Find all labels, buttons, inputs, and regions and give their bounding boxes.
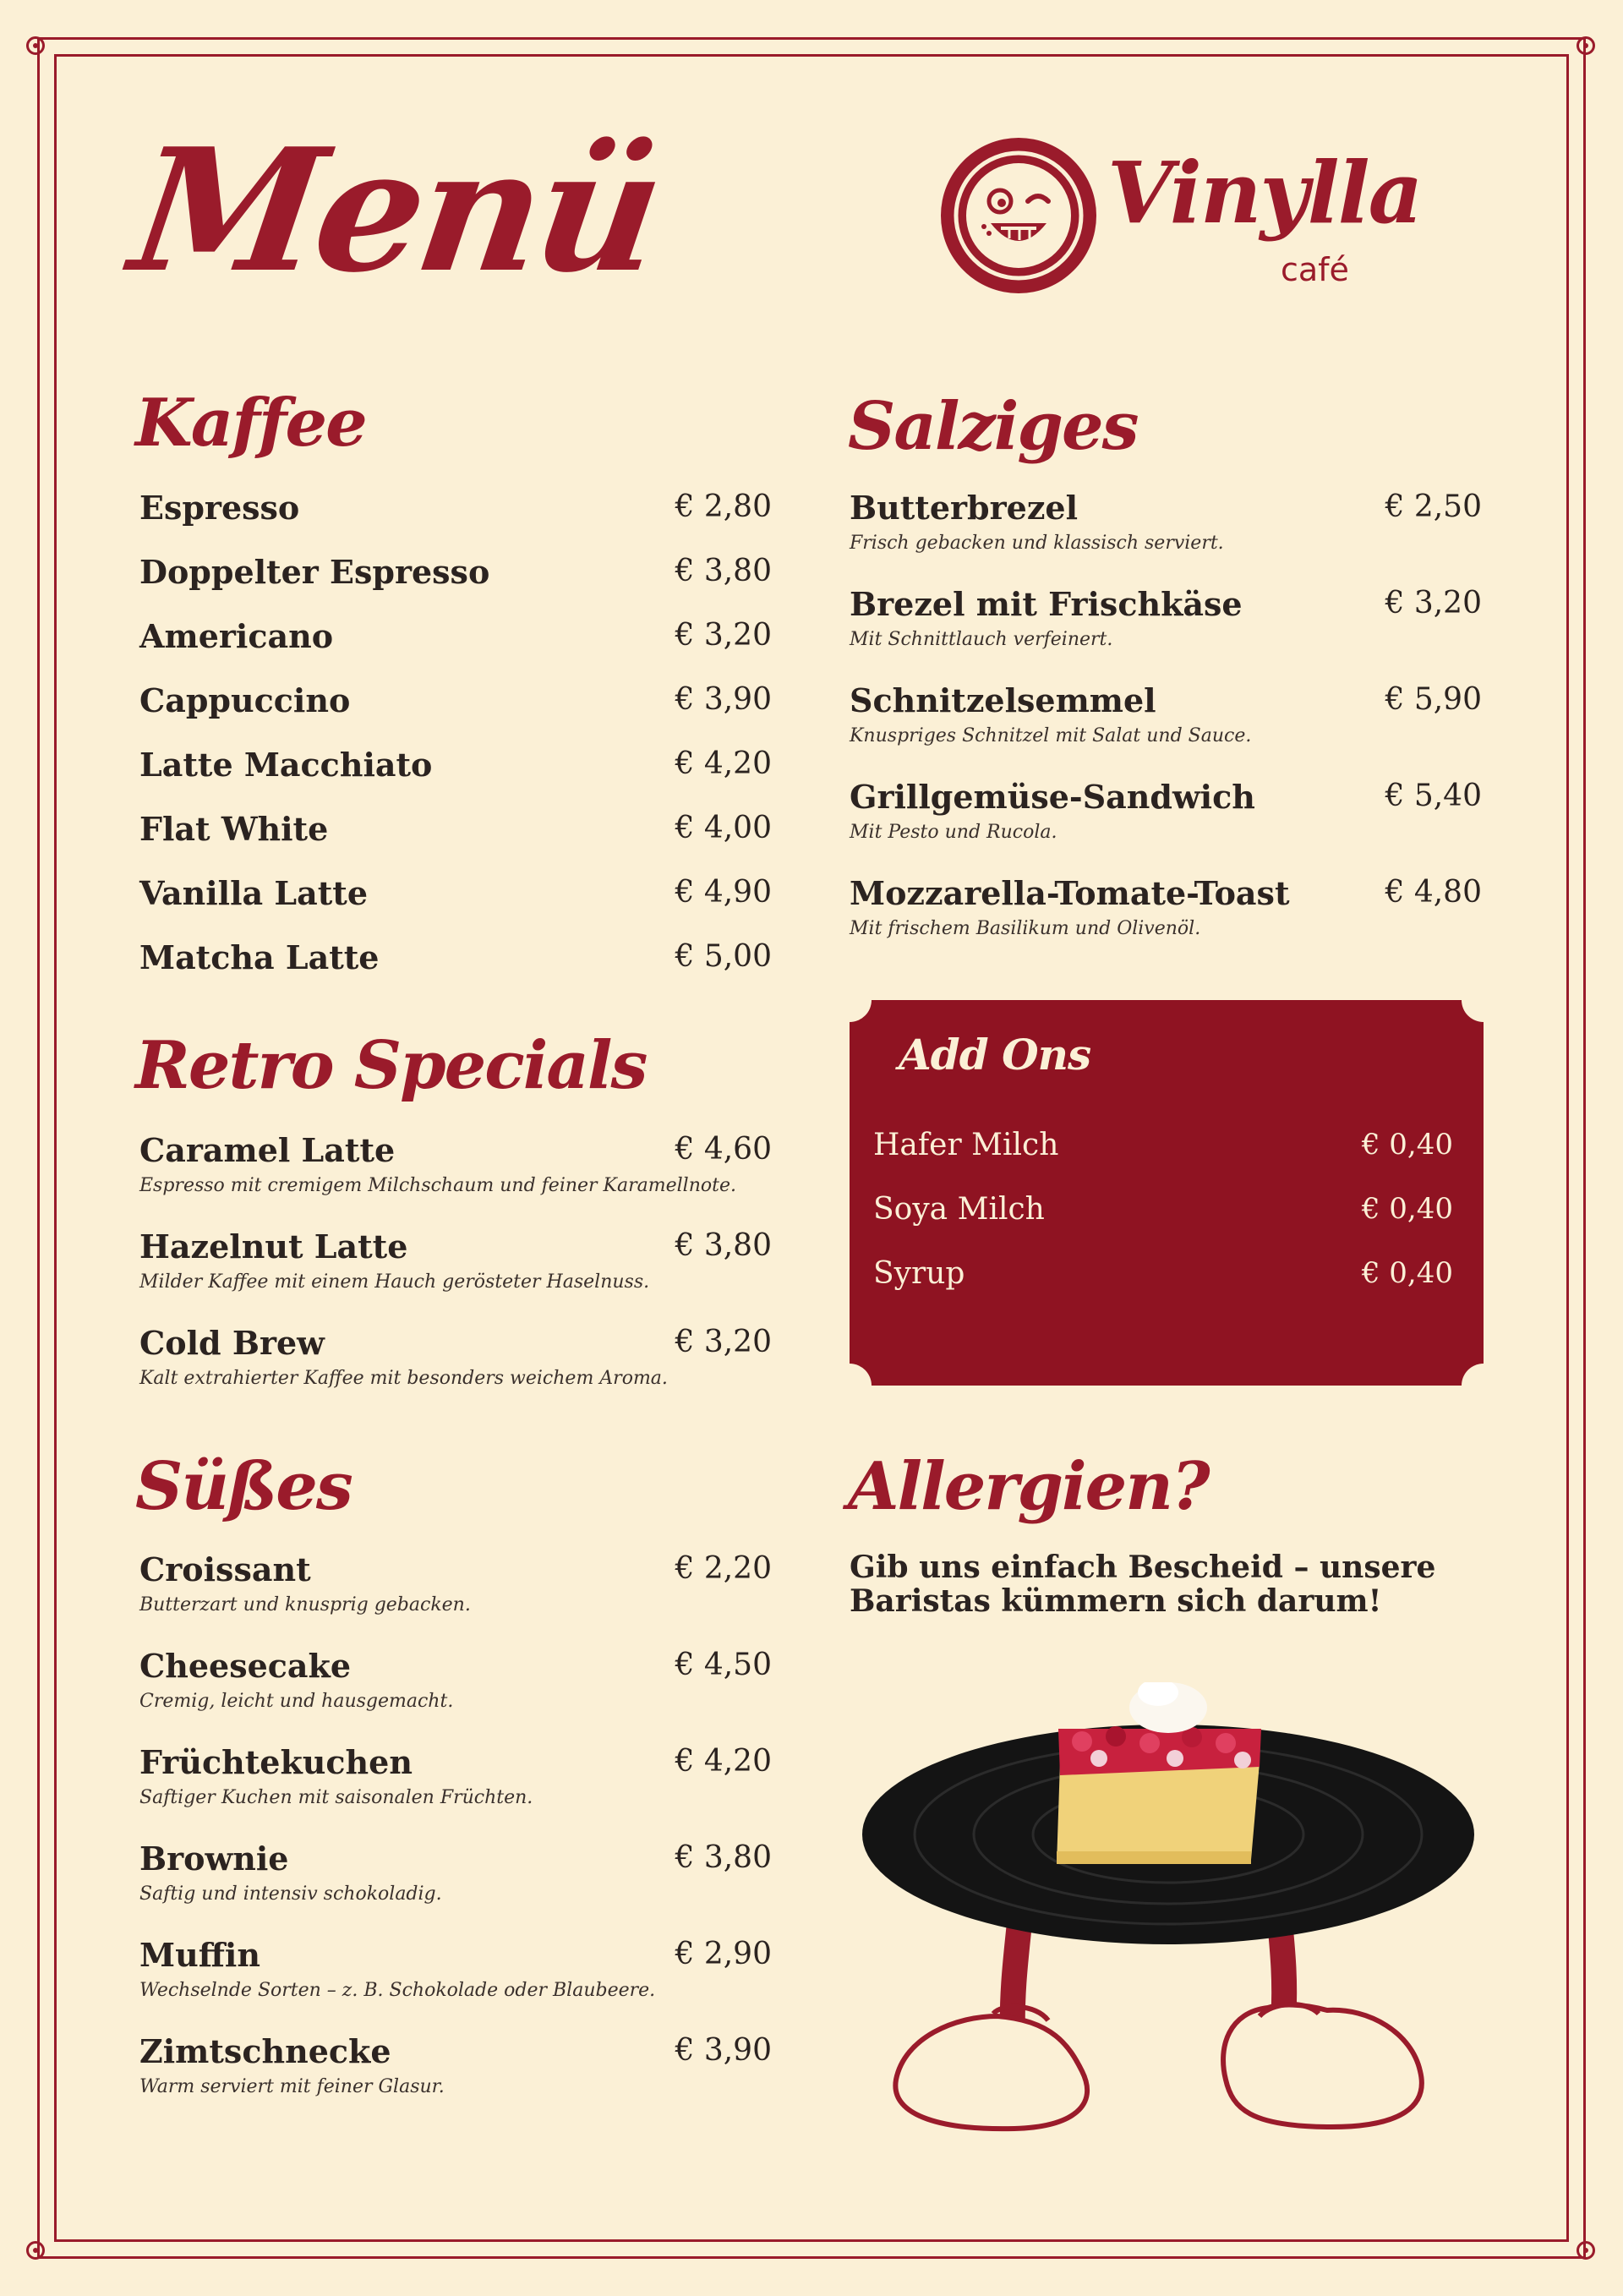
item-name: Muffin bbox=[139, 1936, 260, 1974]
menu-item bbox=[139, 1550, 772, 1650]
addon-name: Syrup bbox=[873, 1256, 965, 1291]
item-price: € 4,80 bbox=[1385, 875, 1482, 910]
item-description: Espresso mit cremigem Milchschaum und feiner Karamellnote. bbox=[139, 1175, 736, 1196]
item-name: Brezel mit Frischkäse bbox=[850, 585, 1243, 623]
menu-item bbox=[139, 1131, 772, 1231]
section-title-salziges: Salziges bbox=[848, 388, 1138, 465]
addon-price: € 0,40 bbox=[1361, 1128, 1453, 1162]
item-price: € 4,50 bbox=[675, 1648, 772, 1682]
item-name: Matcha Latte bbox=[139, 938, 380, 976]
item-price: € 5,40 bbox=[1385, 779, 1482, 813]
item-description: Wechselnde Sorten – z. B. Schokolade oder Blaubeere. bbox=[139, 1980, 656, 2001]
item-price: € 5,00 bbox=[675, 939, 772, 974]
item-name: Latte Macchiato bbox=[139, 746, 433, 784]
item-price: € 4,00 bbox=[675, 811, 772, 845]
menu-item bbox=[850, 681, 1482, 781]
menu-item bbox=[139, 489, 772, 556]
corner-ornament bbox=[26, 36, 45, 55]
item-price: € 4,60 bbox=[675, 1132, 772, 1167]
item-price: € 2,20 bbox=[675, 1551, 772, 1586]
menu-item bbox=[850, 778, 1482, 877]
item-description: Mit Schnittlauch verfeinert. bbox=[850, 629, 1113, 650]
item-price: € 3,80 bbox=[675, 1228, 772, 1263]
item-description: Warm serviert mit feiner Glasur. bbox=[139, 2076, 445, 2097]
menu-item bbox=[139, 2032, 772, 2132]
item-price: € 4,20 bbox=[675, 746, 772, 781]
item-name: Flat White bbox=[139, 810, 329, 848]
corner-ornament bbox=[1577, 36, 1595, 55]
logo-subtitle: café bbox=[1281, 251, 1349, 288]
item-name: Zimtschnecke bbox=[139, 2032, 391, 2070]
item-price: € 3,80 bbox=[675, 1840, 772, 1875]
menu-item bbox=[139, 1743, 772, 1843]
item-name: Schnitzelsemmel bbox=[850, 681, 1156, 719]
item-name: Americano bbox=[139, 617, 334, 655]
menu-item bbox=[139, 810, 772, 877]
item-price: € 4,20 bbox=[675, 1744, 772, 1779]
item-description: Saftiger Kuchen mit saisonalen Früchten. bbox=[139, 1787, 533, 1808]
item-price: € 2,80 bbox=[675, 489, 772, 524]
item-description: Mit frischem Basilikum und Olivenöl. bbox=[850, 918, 1201, 939]
menu-item bbox=[139, 1227, 772, 1327]
menu-item bbox=[139, 1840, 772, 1939]
item-price: € 3,90 bbox=[675, 682, 772, 717]
section-title-allergien: Allergien? bbox=[848, 1448, 1209, 1525]
kaffee-list bbox=[139, 489, 772, 1006]
item-description: Kalt extrahierter Kaffee mit besonders weichem Aroma. bbox=[139, 1368, 668, 1389]
addon-item bbox=[873, 1194, 1453, 1225]
item-name: Butterbrezel bbox=[850, 489, 1079, 527]
menu-item bbox=[139, 1936, 772, 2036]
cafe-logo bbox=[938, 135, 1530, 296]
addon-item bbox=[873, 1256, 1453, 1291]
addon-price: € 0,40 bbox=[1361, 1256, 1453, 1290]
item-name: Cappuccino bbox=[139, 681, 351, 719]
item-description: Knuspriges Schnitzel mit Salat und Sauce. bbox=[850, 725, 1252, 746]
corner-ornament bbox=[26, 2241, 45, 2260]
corner-ornament bbox=[1577, 2241, 1595, 2260]
suesses-list bbox=[139, 1550, 772, 2132]
item-price: € 3,90 bbox=[675, 2033, 772, 2068]
ticket-notch bbox=[1462, 1364, 1506, 1408]
section-title-retro-specials: Retro Specials bbox=[135, 1027, 647, 1104]
allergy-note: Gib uns einfach Bescheid – unsere Baristas kümmern sich darum! bbox=[850, 1550, 1436, 1619]
menu-item bbox=[139, 553, 772, 620]
item-name: Vanilla Latte bbox=[139, 874, 369, 912]
menu-item bbox=[139, 1647, 772, 1747]
addon-name: Hafer Milch bbox=[873, 1128, 1059, 1162]
item-description: Saftig und intensiv schokoladig. bbox=[139, 1883, 442, 1905]
item-price: € 4,90 bbox=[675, 875, 772, 910]
item-description: Milder Kaffee mit einem Hauch gerösteter Haselnuss. bbox=[139, 1271, 650, 1293]
addons-panel bbox=[850, 1000, 1484, 1386]
item-name: Mozzarella-Tomate-Toast bbox=[850, 874, 1290, 912]
item-name: Grillgemüse-Sandwich bbox=[850, 778, 1255, 816]
salziges-list bbox=[850, 489, 1482, 974]
record-face-icon bbox=[938, 135, 1099, 296]
item-name: Früchtekuchen bbox=[139, 1743, 413, 1781]
logo-wordmark: Vinylla bbox=[1107, 143, 1422, 243]
page-title: Menü bbox=[121, 112, 670, 310]
item-price: € 2,50 bbox=[1385, 489, 1482, 524]
item-price: € 3,20 bbox=[675, 1325, 772, 1359]
menu-item bbox=[139, 938, 772, 1006]
item-description: Cremig, leicht und hausgemacht. bbox=[139, 1691, 454, 1712]
menu-item bbox=[139, 681, 772, 749]
ticket-notch bbox=[1462, 978, 1506, 1022]
ticket-notch bbox=[828, 1364, 872, 1408]
item-price: € 3,20 bbox=[675, 618, 772, 653]
addon-item bbox=[873, 1130, 1453, 1161]
item-name: Espresso bbox=[139, 489, 300, 527]
menu-item bbox=[850, 489, 1482, 588]
item-name: Doppelter Espresso bbox=[139, 553, 490, 591]
menu-item bbox=[139, 1324, 772, 1424]
item-description: Frisch gebacken und klassisch serviert. bbox=[850, 533, 1224, 554]
record-cake-illustration bbox=[854, 1682, 1496, 2156]
item-name: Croissant bbox=[139, 1550, 311, 1588]
item-price: € 2,90 bbox=[675, 1937, 772, 1971]
item-name: Hazelnut Latte bbox=[139, 1227, 408, 1266]
item-name: Cheesecake bbox=[139, 1647, 352, 1685]
item-price: € 3,80 bbox=[675, 554, 772, 588]
menu-item bbox=[139, 874, 772, 942]
ticket-notch bbox=[828, 978, 872, 1022]
item-description: Mit Pesto und Rucola. bbox=[850, 822, 1057, 843]
addon-price: € 0,40 bbox=[1361, 1192, 1453, 1226]
addon-name: Soya Milch bbox=[873, 1192, 1045, 1227]
retro-specials-list bbox=[139, 1131, 772, 1424]
addons-title: Add Ons bbox=[899, 1030, 1091, 1080]
item-name: Caramel Latte bbox=[139, 1131, 396, 1169]
item-description: Butterzart und knusprig gebacken. bbox=[139, 1594, 471, 1615]
menu-item bbox=[850, 874, 1482, 974]
menu-item bbox=[139, 617, 772, 685]
item-name: Cold Brew bbox=[139, 1324, 325, 1362]
section-title-kaffee: Kaffee bbox=[135, 385, 366, 462]
item-name: Brownie bbox=[139, 1840, 289, 1878]
item-price: € 5,90 bbox=[1385, 682, 1482, 717]
item-price: € 3,20 bbox=[1385, 586, 1482, 620]
section-title-suesses: Süßes bbox=[135, 1448, 352, 1525]
menu-item bbox=[139, 746, 772, 813]
menu-item bbox=[850, 585, 1482, 685]
